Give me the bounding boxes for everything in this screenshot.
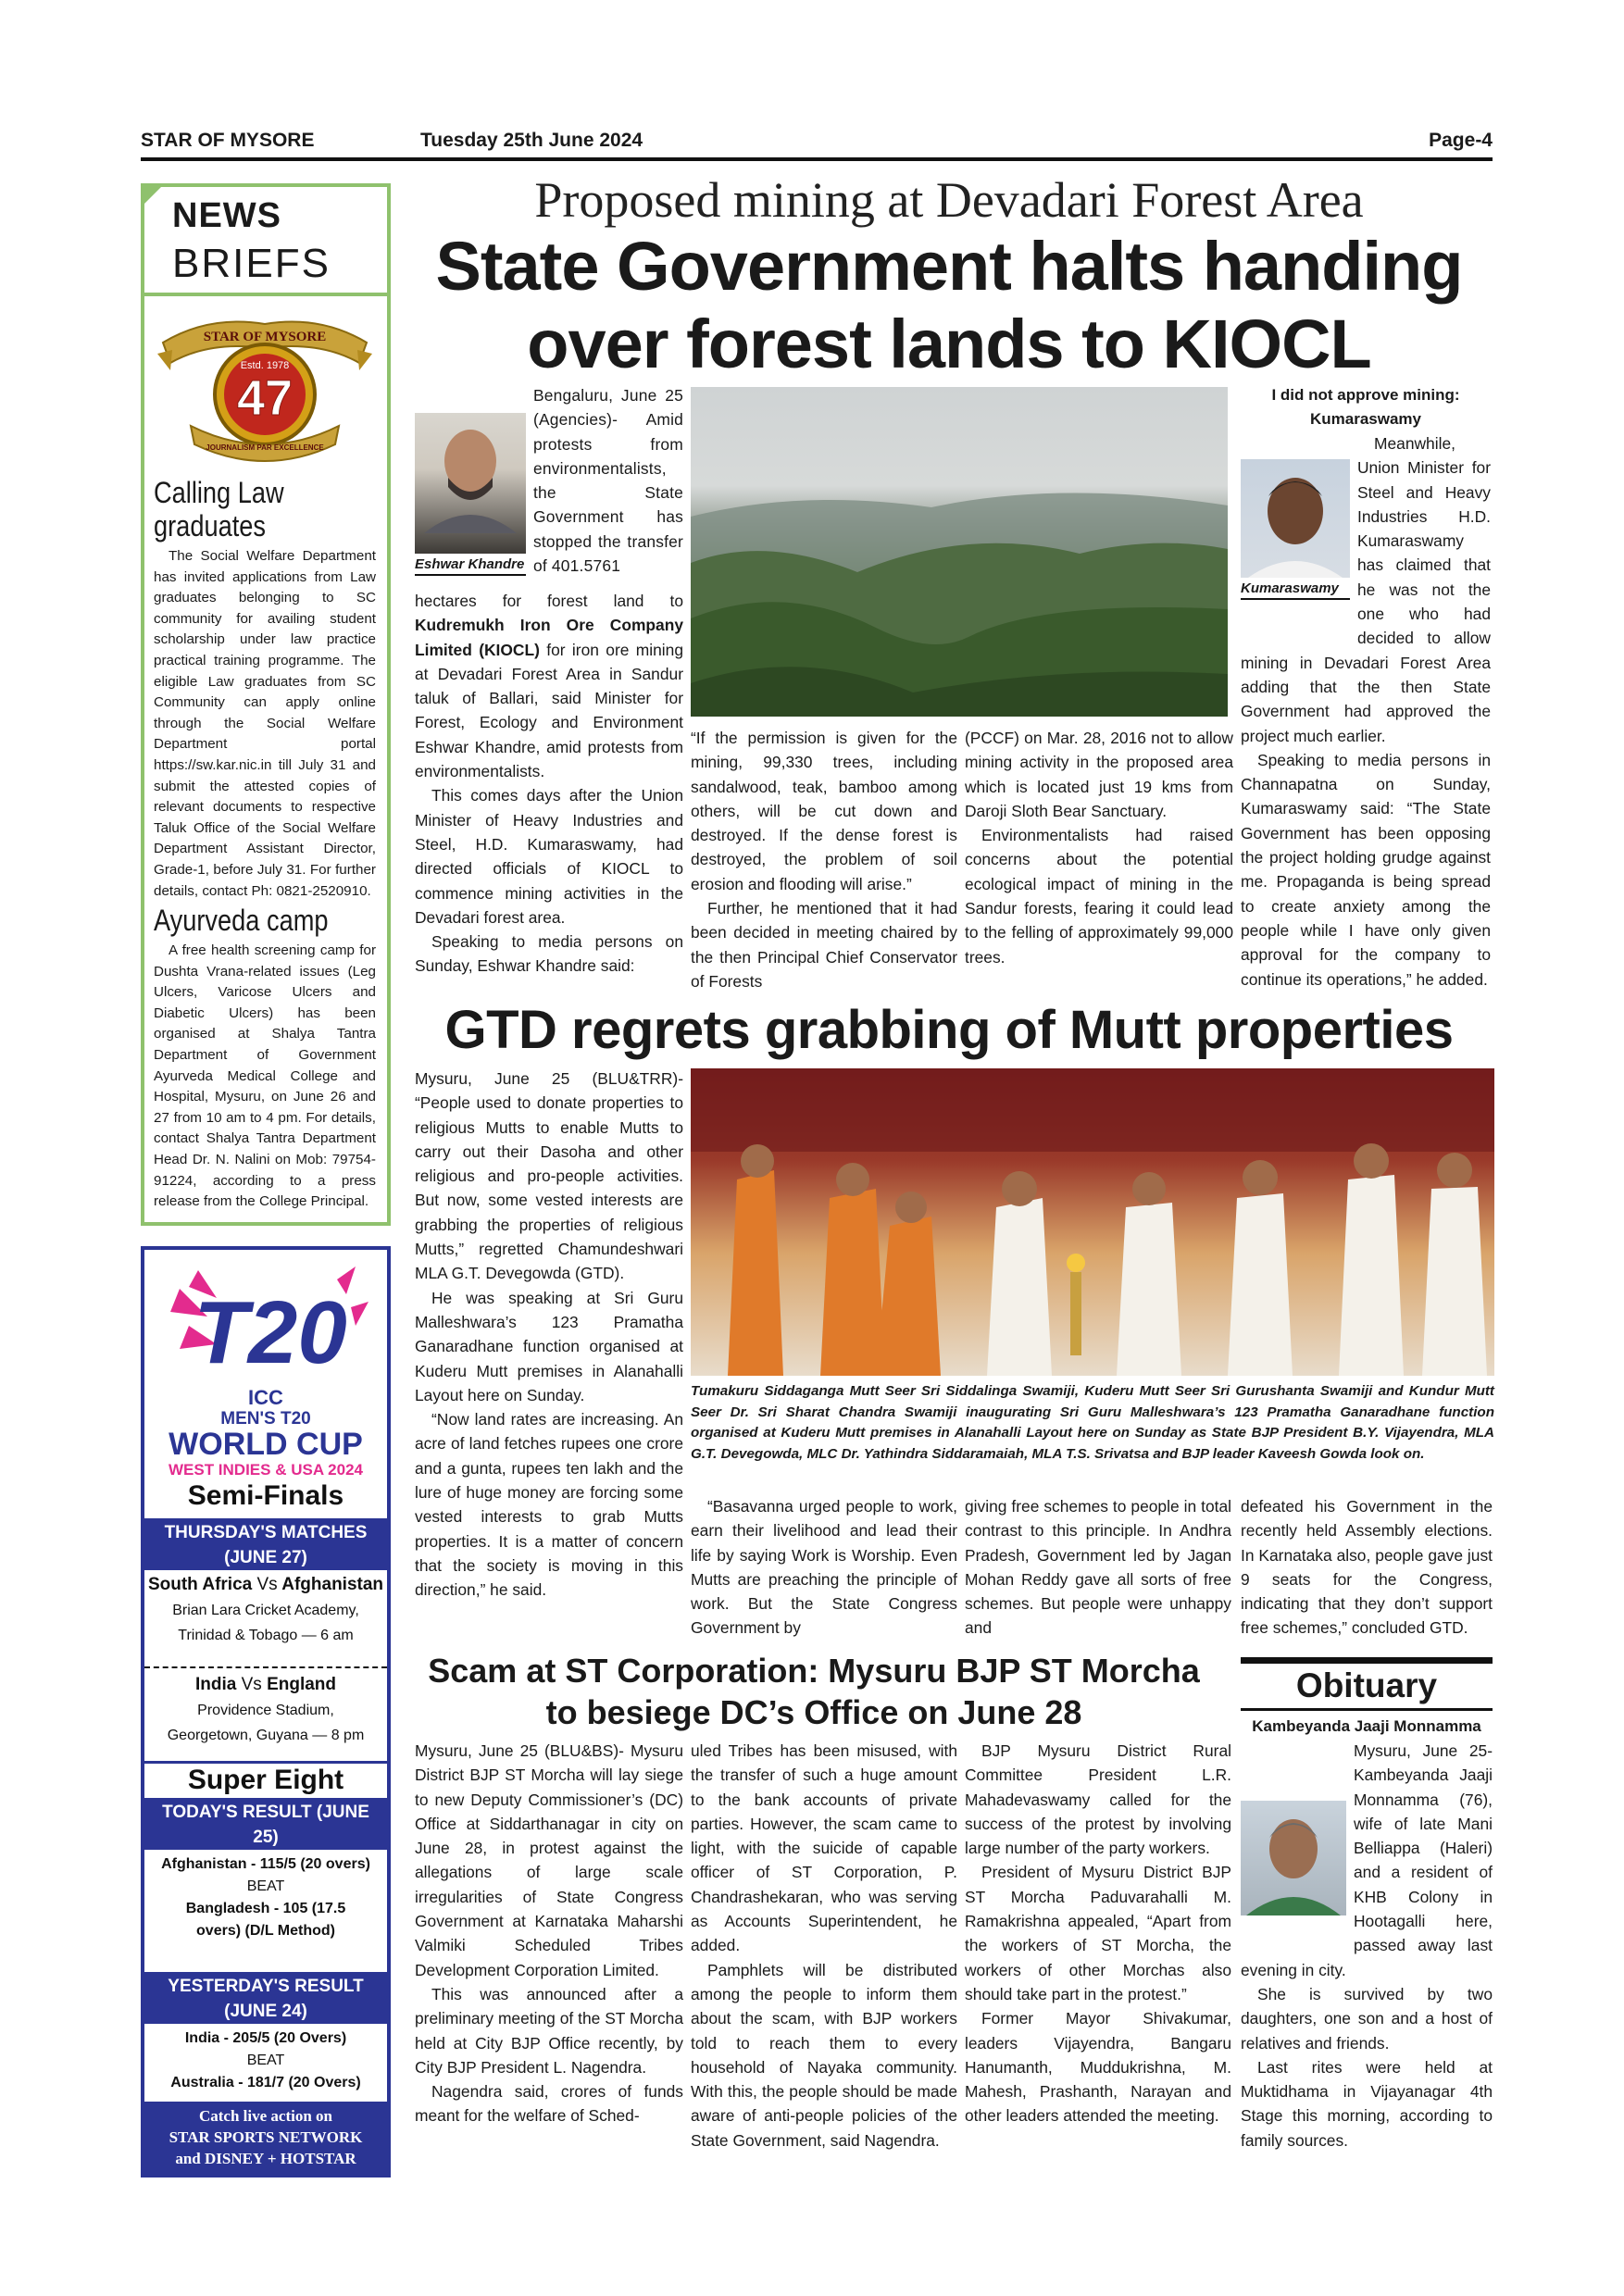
paragraph: Last rites were held at Muktidhama in Vijayanagar 4th Stage this morning, according to family sources. bbox=[1241, 2057, 1493, 2150]
paragraph: Mysuru, June 25 (BLU&BS)- Mysuru District BJP ST Morcha will lay siege to new Deputy Commissioner’s (DC) Office at Siddarthanagar in city on June 28, in protest against the allegations of large scale irregularities of State Congress Government at Karnataka Maharshi Valmiki Scheduled Tribes Development Corporation Limited. bbox=[415, 1741, 683, 1979]
logo-estd: Estd. 1978 bbox=[240, 360, 290, 371]
paragraph: “Basavanna urged people to work, earn their livelihood and lead their life by saying Work is Worship. Even Mutts are preaching the principle of work. But the State Congress Government by bbox=[691, 1497, 957, 1638]
paragraph: He was speaking at Sri Guru Malleshwara’s 123 Pramatha Ganaradhane function organised at Kuderu Mutt premises in Alanahalli Layout here on Sunday. bbox=[415, 1288, 683, 1404]
company-name: Kudremukh Iron Ore Company Limited (KIOCL) bbox=[415, 616, 683, 659]
text-run: for iron ore mining at Devadari Forest Area in Sandur taluk of Ballari, said Minister for Forest, Ecology and Environment Eshwar Khandre, amid protests from environmentalists. bbox=[415, 640, 684, 781]
thursday-matches-header: THURSDAY'S MATCHES (JUNE 27) bbox=[144, 1518, 387, 1570]
todays-result-header: TODAY'S RESULT (JUNE 25) bbox=[144, 1798, 387, 1850]
yesterdays-result-header: YESTERDAY'S RESULT (JUNE 24) bbox=[144, 1972, 387, 2024]
world-cup-box bbox=[141, 1246, 391, 2177]
masthead bbox=[141, 130, 1493, 161]
ceremony-caption: Tumakuru Siddaganga Mutt Seer Sri Siddalinga Swamiji, Kuderu Mutt Seer Sri Gurushanta Swamiji and Kundur Mutt Seer Dr. Sri Sharat Chandra Swamiji inaugurating Sri Guru Malleshwara’s 123 Pramatha Ganaradhane function organised at Kuderu Mutt premises in Alanahalli Layout here on Sunday as State BJP President B.Y. Vijayendra, MLA G.T. Devegowda, MLC Dr. Yathindra Siddaramaiah, MLA T.S. Srivatsa and BJP leader Kaveesh Gowda look on. bbox=[691, 1383, 1494, 1462]
mining-col2 bbox=[691, 726, 957, 994]
mining-col3 bbox=[965, 726, 1233, 994]
paragraph: “Now land rates are increasing. An acre of land fetches rupees one crore and a gunta, rupees ten lakh and the lure of huge money are forcing some vested interests to grab Mutts properties. It is a matter of concern that the society is moving in this direction,” he said. bbox=[415, 1410, 683, 1600]
paragraph: Pamphlets will be distributed among the people to inform them about the scam, with BJP workers told to reach them to every household of Nayaka community. With this, the people should be made aware of anti-people policies of the State Government, said Nagendra. bbox=[691, 1960, 957, 2150]
text-run: hectares for forest land to bbox=[415, 592, 683, 610]
portrait-icon bbox=[1241, 459, 1350, 578]
paragraph: She is survived by two daughters, one son and a host of relatives and friends. bbox=[1241, 1984, 1493, 2053]
paragraph: (PCCF) on Mar. 28, 2016 not to allow mining activity in the proposed area which is located just 19 kms from Daroji Sloth Bear Sanctuary. bbox=[965, 729, 1233, 820]
briefs-title-briefs: BRIEFS bbox=[172, 241, 331, 286]
paragraph: Mysuru, June 25 (BLU&TRR)- “People used to donate properties to religious Mutts to enable Mutts to carry out their Dasoha and other religious and pro-people activities. But now, some vested interests are grabbing the properties of religious Mutts,” regretted Chamundeshwari MLA G.T. Devegowda (GTD). bbox=[415, 1069, 683, 1283]
obituary-box bbox=[1241, 1657, 1493, 2150]
match-venue: Brian Lara Cricket Academy, Trinidad & Tobago — 6 am bbox=[172, 1603, 359, 1643]
headline-line: to besiege DC’s Office on June 28 bbox=[545, 1693, 1082, 1731]
result-loser: Bangladesh - 105 (17.5 overs) (D/L Method) bbox=[185, 1901, 346, 1939]
sidebar-heading: I did not approve mining: Kumaraswamy bbox=[1271, 386, 1460, 428]
scam-col3 bbox=[965, 1739, 1231, 2174]
headline-line: over forest lands to KIOCL bbox=[527, 306, 1371, 382]
news-briefs-box bbox=[141, 293, 391, 1226]
mining-col4 bbox=[1241, 383, 1491, 994]
deceased-name: Kambeyanda Jaaji Monnamma bbox=[1252, 1717, 1481, 1735]
team-b: Afghanistan bbox=[281, 1575, 384, 1594]
gtd-col3 bbox=[965, 1494, 1231, 1642]
paragraph: uled Tribes has been misused, with the transfer of such a huge amount to the bank accounts of private parties. However, the scam came to light, with the suicide of capable officer of ST Corporation, P. Chandrashekaran, who was serving as Accounts Superintendent, he added. bbox=[691, 1741, 957, 1955]
dateline-paragraph: Bengaluru, June 25 (Agencies)- Amid protests from environmentalists, the State Government has stopped the transfer of 401.5761 bbox=[533, 386, 683, 576]
paragraph: “If the permission is given for the mining, 99,330 trees, including sandalwood, teak, bamboo among others, will be cut down and destroyed. If the dense forest is destroyed, the problem of soil erosion and flooding will arise.” bbox=[691, 729, 957, 893]
paragraph: Meanwhile, Union Minister for Steel and Heavy Industries H.D. Kumaraswamy has claimed that he was not the one who had decided to allow mining in Devadari Forest Area adding that the then State Government had approved the project much earlier. bbox=[1241, 434, 1491, 745]
match-venue: Providence Stadium, Georgetown, Guyana — 8 pm bbox=[167, 1703, 365, 1743]
paragraph: Further, he mentioned that it had been decided in meeting chaired by the then Principal Chief Conservator of Forests bbox=[691, 899, 957, 991]
result-loser: Australia - 181/7 (20 Overs) bbox=[170, 2075, 361, 2090]
eshwar-khandre-photo bbox=[415, 413, 526, 554]
headline-line: State Government halts handing bbox=[435, 228, 1463, 305]
paragraph: BJP Mysuru District Rural Committee President L.R. Mahadevaswamy called for the success of the protest by involving large number of the party workers. bbox=[965, 1741, 1231, 1858]
paragraph: giving free schemes to people in total contrast to this principle. In Andhra Pradesh, Government led by Jagan Mohan Reddy gave all sorts of free schemes. But people were unhappy and bbox=[965, 1497, 1231, 1638]
logo-number: 47 bbox=[236, 370, 294, 426]
gtd-col4 bbox=[1241, 1494, 1493, 1642]
result-winner: India - 205/5 (20 Overs) bbox=[184, 2030, 347, 2046]
streaming: and DISNEY + HOTSTAR bbox=[175, 2150, 356, 2167]
portrait-icon bbox=[1241, 1801, 1346, 1915]
paragraph: This was announced after a preliminary meeting of the ST Morcha held at City BJP Office recently, by City BJP President L. Nagendra. bbox=[415, 1984, 683, 2077]
paper-name: STAR OF MYSORE bbox=[141, 130, 315, 151]
icc-text: ICC bbox=[248, 1386, 283, 1409]
photo-caption: Kumaraswamy bbox=[1241, 580, 1350, 600]
beat-label: BEAT bbox=[246, 2053, 285, 2068]
brief-item bbox=[154, 904, 376, 1213]
match-1 bbox=[144, 1572, 387, 1668]
news-briefs-header bbox=[141, 183, 391, 296]
logo-top-text: STAR OF MYSORE bbox=[203, 330, 327, 344]
team-b: England bbox=[267, 1675, 337, 1694]
result-winner: Afghanistan - 115/5 (20 overs) bbox=[161, 1856, 370, 1872]
brief-body: A free health screening camp for Dushta Vrana-related issues (Leg Ulcers, Varicose Ulcers and Diabetic Ulcers) has been organised at Shalya Tantra Department of Government Ayurveda Medical College and Hospital, Mysuru, on June 26 and 27 from 10 am to 4 pm. For details, contact Shalya Tantra Department Head Dr. N. Nalini on Mob: 79754-91224, according to a press release from the College Principal. bbox=[154, 942, 376, 1210]
portrait-icon bbox=[415, 413, 526, 533]
paragraph: Mysuru, June 25- Kambeyanda Jaaji Monnamma (76), wife of late Mani Belliappa (Haleri) and a resident of KHB Colony in Hootagalli here, passed away last evening in city. bbox=[1241, 1741, 1493, 1979]
world-cup-text: WORLD CUP bbox=[169, 1427, 363, 1462]
paragraph: Environmentalists had raised concerns about the potential ecological impact of mining in the Sandur forests, fearing it could lead to the felling of approximately 99,000 trees. bbox=[965, 826, 1233, 967]
obituary-title: Obituary bbox=[1241, 1664, 1493, 1711]
beat-label: BEAT bbox=[246, 1878, 285, 1894]
mining-headline bbox=[407, 228, 1491, 383]
paragraph: Nagendra said, crores of funds meant for the welfare of Sched- bbox=[415, 2082, 683, 2126]
broadcaster: STAR SPORTS NETWORK bbox=[169, 2128, 363, 2146]
obituary-body bbox=[1241, 1739, 1493, 2150]
paragraph: This comes days after the Union Minister of Heavy Industries and Steel, H.D. Kumaraswamy, had directed officials of KIOCL to commence mining activities in the Devadari forest area. bbox=[415, 786, 683, 927]
scam-headline bbox=[415, 1650, 1213, 1733]
t20-text: T20 bbox=[194, 1283, 347, 1382]
scam-col2 bbox=[691, 1739, 957, 2174]
paragraph: Speaking to media persons on Sunday, Eshwar Khandre said: bbox=[415, 932, 683, 976]
ceremony-illustration bbox=[691, 1068, 1494, 1376]
brief-heading: Calling Law graduates bbox=[154, 476, 284, 543]
paragraph: President of Mysuru District BJP ST Morcha Paduvarahalli M. Ramakrishna appealed, “Apart from the workers of ST Morcha, the workers of other Morchas also should take part in the protest.” bbox=[965, 1863, 1231, 2003]
vs-label: Vs bbox=[256, 1575, 278, 1594]
headline-line: Scam at ST Corporation: Mysuru BJP ST Morcha bbox=[428, 1652, 1200, 1690]
result-2 bbox=[144, 2026, 387, 2102]
team-a: South Africa bbox=[147, 1575, 253, 1594]
catch-line: Catch live action on bbox=[198, 2107, 333, 2125]
mining-kicker: Proposed mining at Devadari Forest Area bbox=[534, 172, 1364, 228]
logo-ribbon: JOURNALISM PAR EXCELLENCE bbox=[206, 443, 324, 452]
hosts-text: WEST INDIES & USA 2024 bbox=[168, 1461, 364, 1479]
gtd-col1 bbox=[415, 1067, 683, 1641]
brief-body: The Social Welfare Department has invited applications from Law graduates belonging to SC community for availing student scholarship under law practice practical training programme. The eligible Law graduates from SC Community can apply online through the Social Welfare Department portal https://sw.kar.nic.in till July 31 and submit the attested copies of relevant documents to respective Taluk Office of the Social Welfare Department Assistant Director, Grade-1, before July 31. For further details, contact Ph: 0821-2520910. bbox=[154, 548, 376, 899]
semi-finals-title: Semi-Finals bbox=[187, 1480, 344, 1511]
broadcast-info bbox=[144, 2102, 387, 2174]
anniversary-logo bbox=[154, 306, 376, 468]
brief-heading: Ayurveda camp bbox=[154, 904, 329, 937]
forest-photo bbox=[691, 387, 1228, 717]
paragraph: defeated his Government in the recently held Assembly elections. In Karnataka also, people gave just 9 seats for the Congress, indicating that they don’t support free schemes,” concluded GTD. bbox=[1241, 1497, 1493, 1638]
t20-logo bbox=[161, 1261, 370, 1391]
paragraph: Speaking to media persons in Channapatna on Sunday, Kumaraswamy said: “The State Government has been opposing the project holding grudge against me. Propaganda is being spread to create anxiety among the people while I have only given approval for the company to continue its operations,” he added. bbox=[1241, 750, 1491, 989]
photo-caption: Eshwar Khandre bbox=[415, 555, 526, 576]
hills-illustration bbox=[691, 387, 1228, 717]
mens-text: MEN'S T20 bbox=[220, 1409, 311, 1429]
page-number: Page-4 bbox=[1429, 130, 1493, 151]
team-a: India bbox=[194, 1675, 237, 1694]
ceremony-photo bbox=[691, 1068, 1494, 1376]
obituary-photo bbox=[1241, 1801, 1346, 1915]
gtd-col2 bbox=[691, 1494, 957, 1642]
wc-logo-area bbox=[144, 1250, 387, 1461]
result-1 bbox=[144, 1852, 387, 1981]
vs-label: Vs bbox=[241, 1675, 262, 1694]
issue-date: Tuesday 25th June 2024 bbox=[420, 130, 643, 151]
paragraph: Former Mayor Shivakumar, leaders Vijayendra, Bangaru Hanumanth, Muddukrishna, M. Mahesh, Prashanth, Narayan and other leaders attended the meeting. bbox=[965, 2009, 1231, 2126]
brief-item bbox=[154, 476, 376, 902]
corner-tab bbox=[141, 183, 165, 207]
mining-col1 bbox=[415, 383, 683, 991]
kumaraswamy-photo bbox=[1241, 459, 1350, 578]
scam-col1 bbox=[415, 1739, 683, 2174]
super-eight-title: Super Eight bbox=[144, 1761, 387, 1797]
match-2 bbox=[144, 1672, 387, 1755]
briefs-title-news: NEWS bbox=[172, 196, 281, 235]
gtd-headline: GTD regrets grabbing of Mutt properties bbox=[444, 1000, 1454, 1060]
